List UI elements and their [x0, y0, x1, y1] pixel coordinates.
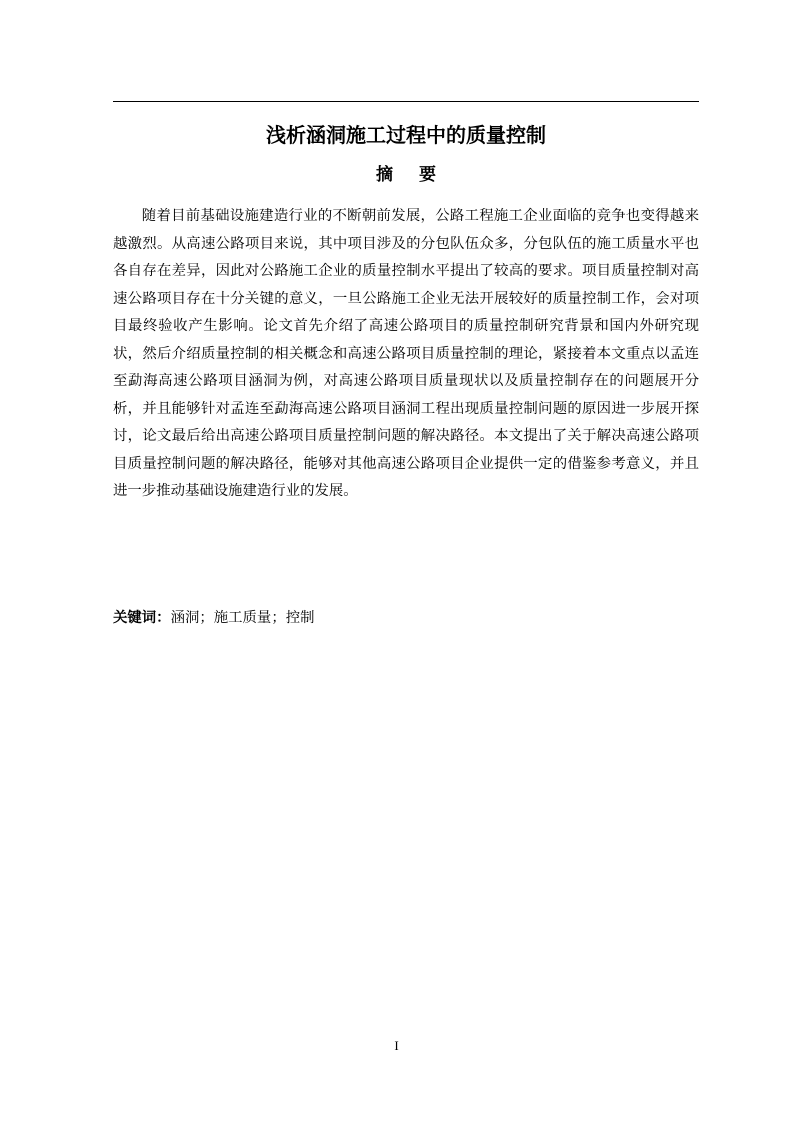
page-number: I: [394, 1038, 399, 1053]
keywords-line: [113, 606, 699, 630]
keywords-label: 关键词：: [113, 610, 171, 626]
header-rule: [113, 101, 699, 102]
document-title: 浅析涵洞施工过程中的质量控制: [266, 123, 546, 147]
abstract-heading: 摘要: [376, 165, 462, 185]
abstract-paragraph: 随着目前基础设施建造行业的不断朝前发展，公路工程施工企业面临的竞争也变得越来越激烈。从高速公路项目来说，其中项目涉及的分包队伍众多，分包队伍的施工质量水平也各自存在差异，因此对公路施工企业的质量控制水平提出了较高的要求。项目质量控制对高速公路项目存在十分关键的意义，一旦公路施工企业无法开展较好的质量控制工作，会对项目最终验收产生影响。论文首先介绍了高速公路项目的质量控制研究背景和国内外研究现状，然后介绍质量控制的相关概念和高速公路项目质量控制的理论，紧接着本文重点以孟连至勐海高速公路项目涵洞为例，对高速公路项目质量现状以及质量控制存在的问题展开分析，并且能够针对孟连至勐海高速公路项目涵洞工程出现质量控制问题的原因进一步展开探讨，论文最后给出高速公路项目质量控制问题的解决路径。本文提出了关于解决高速公路项目质量控制问题的解决路径，能够对其他高速公路项目企业提供一定的借鉴参考意义，并且进一步推动基础设施建造行业的发展。: [113, 208, 699, 499]
keywords-value: 涵洞；施工质量；控制: [170, 610, 315, 626]
